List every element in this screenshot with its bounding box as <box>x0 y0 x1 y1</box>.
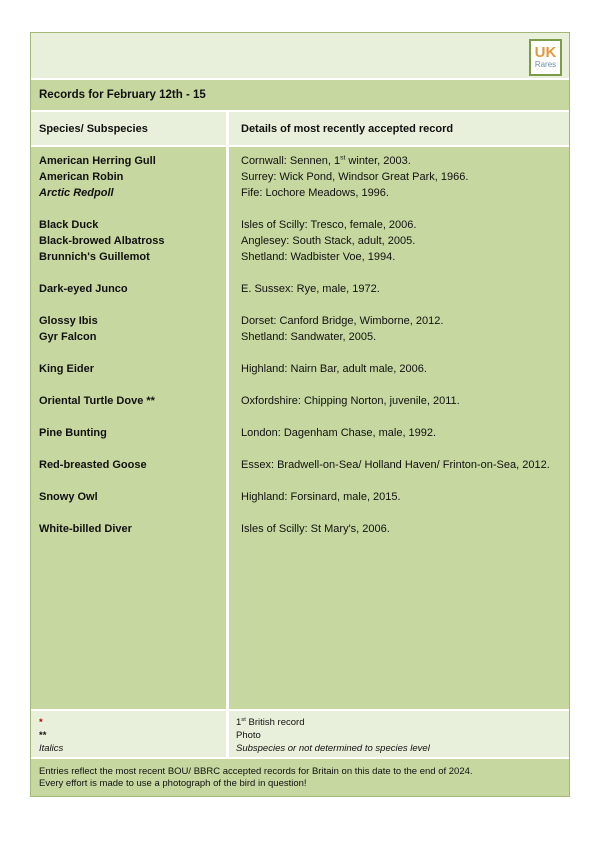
legend-line <box>31 716 569 729</box>
record-row <box>31 313 569 329</box>
legend-symbol: Italics <box>39 743 64 754</box>
footer-note-line1: Entries reflect the most recent BOU/ BBRC accepted records for Britain on this date to the end of 2024. <box>39 766 473 777</box>
record-row <box>31 521 569 537</box>
species-name: King Eider <box>39 363 95 375</box>
blank-row <box>31 505 569 521</box>
column-divider <box>226 711 229 757</box>
record-details: Shetland: Sandwater, 2005. <box>241 331 377 343</box>
logo-rares-text: Rares <box>534 60 557 69</box>
species-name: American Robin <box>39 171 124 183</box>
blank-row <box>31 345 569 361</box>
species-name: American Herring Gull <box>39 155 156 167</box>
legend-meaning: Photo <box>236 730 261 741</box>
blank-row <box>31 297 569 313</box>
column-divider <box>226 147 229 709</box>
footer-notes <box>31 759 569 796</box>
species-name: Brunnich's Guillemot <box>39 251 150 263</box>
species-name: Glossy Ibis <box>39 315 98 327</box>
blank-row <box>31 441 569 457</box>
blank-row <box>31 473 569 489</box>
species-name: Gyr Falcon <box>39 331 97 343</box>
legend-row <box>31 711 569 757</box>
record-row <box>31 281 569 297</box>
species-name: Black Duck <box>39 219 99 231</box>
species-name: Snowy Owl <box>39 491 98 503</box>
record-row <box>31 169 569 185</box>
species-name: White-billed Diver <box>39 523 132 535</box>
title-bar <box>31 80 569 110</box>
record-details: Highland: Forsinard, male, 2015. <box>241 491 401 503</box>
blank-row <box>31 201 569 217</box>
species-name: Red-breasted Goose <box>39 459 147 471</box>
record-details: Fife: Lochore Meadows, 1996. <box>241 187 389 199</box>
species-name: Black-browed Albatross <box>39 235 165 247</box>
page-title: Records for February 12th - 15 <box>39 89 206 101</box>
record-row <box>31 185 569 201</box>
blank-row <box>31 409 569 425</box>
record-details: E. Sussex: Rye, male, 1972. <box>241 283 380 295</box>
record-row <box>31 457 569 473</box>
species-name: Oriental Turtle Dove ** <box>39 395 155 407</box>
record-row <box>31 425 569 441</box>
legend-line <box>31 742 569 755</box>
legend-meaning: Subspecies or not determined to species level <box>236 743 430 754</box>
record-details: London: Dagenham Chase, male, 1992. <box>241 427 437 439</box>
record-details: Highland: Nairn Bar, adult male, 2006. <box>241 363 427 375</box>
blank-row <box>31 265 569 281</box>
species-name: Arctic Redpoll <box>39 187 114 199</box>
record-details: Shetland: Wadbister Voe, 1994. <box>241 251 396 263</box>
blank-row <box>31 377 569 393</box>
record-details: Essex: Bradwell-on-Sea/ Holland Haven/ Frinton-on-Sea, 2012. <box>241 459 550 471</box>
records-table <box>30 32 570 797</box>
legend-meaning: 1st British record <box>236 716 305 728</box>
record-details: Cornwall: Sennen, 1st winter, 2003. <box>241 154 411 167</box>
species-column-header: Species/ Subspecies <box>39 122 148 135</box>
species-name: Pine Bunting <box>39 427 107 439</box>
record-row <box>31 329 569 345</box>
record-row <box>31 489 569 505</box>
record-details: Surrey: Wick Pond, Windsor Great Park, 1966. <box>241 171 469 183</box>
record-row <box>31 361 569 377</box>
records-body <box>31 147 569 709</box>
record-details: Dorset: Canford Bridge, Wimborne, 2012. <box>241 315 444 327</box>
column-divider <box>226 112 229 145</box>
legend-symbol: * <box>39 717 43 728</box>
uk-rares-logo <box>529 39 562 76</box>
record-details: Isles of Scilly: St Mary's, 2006. <box>241 523 390 535</box>
record-row <box>31 217 569 233</box>
record-row <box>31 393 569 409</box>
top-header-band <box>31 33 569 78</box>
column-header-row <box>31 112 569 145</box>
footer-note-line2: Every effort is made to use a photograph of the bird in question! <box>39 778 307 789</box>
record-row <box>31 233 569 249</box>
record-row <box>31 249 569 265</box>
record-row <box>31 153 569 169</box>
legend-symbol: ** <box>39 730 47 741</box>
legend-line <box>31 729 569 742</box>
record-details: Oxfordshire: Chipping Norton, juvenile, 2011. <box>241 395 460 407</box>
species-name: Dark-eyed Junco <box>39 283 128 295</box>
record-details: Anglesey: South Stack, adult, 2005. <box>241 235 416 247</box>
logo-uk-text: UK <box>534 44 557 61</box>
record-details: Isles of Scilly: Tresco, female, 2006. <box>241 219 417 231</box>
details-column-header: Details of most recently accepted record <box>241 122 454 135</box>
